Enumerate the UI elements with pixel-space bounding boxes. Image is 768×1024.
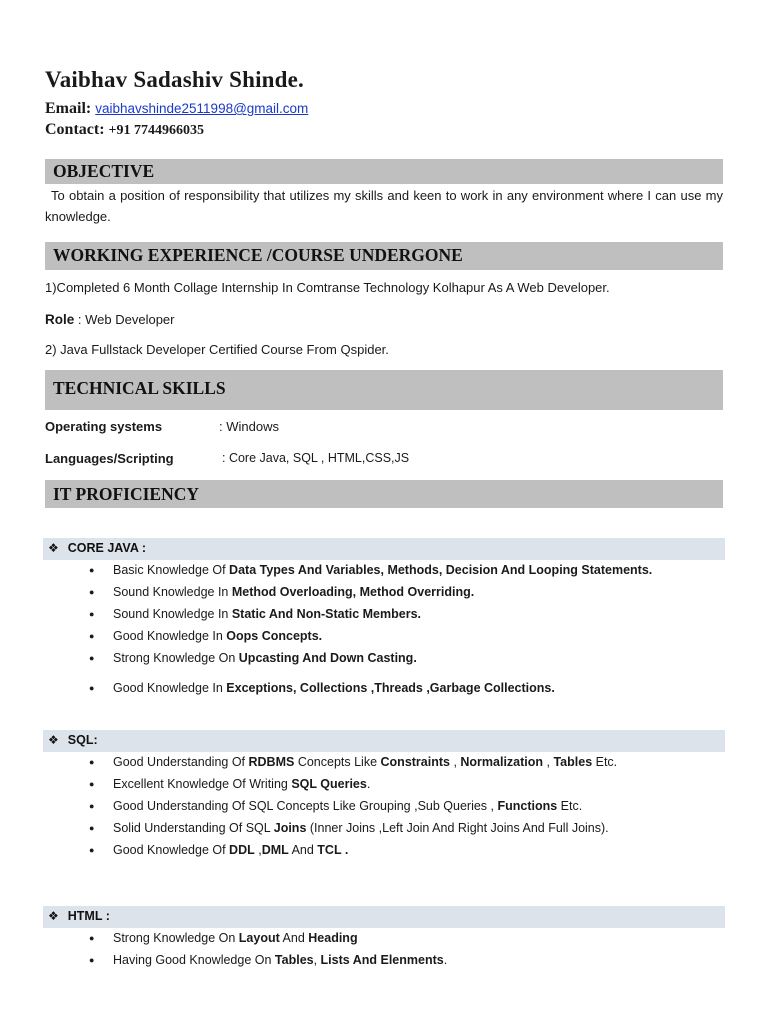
email-label: Email: <box>45 100 92 117</box>
objective-section-header <box>45 159 723 184</box>
contact-line <box>45 121 204 139</box>
list-item-text: Good Knowledge In <box>113 681 227 695</box>
list-item <box>88 677 728 699</box>
list-item-text: Method Overloading, Method Overriding. <box>231 585 475 599</box>
list-item <box>88 559 728 581</box>
html-subheader <box>43 906 725 928</box>
list-item-text: Basic Knowledge Of <box>113 563 230 577</box>
list-item <box>88 603 728 625</box>
list-item <box>88 647 728 669</box>
contact-label: Contact: <box>45 121 105 138</box>
experience-section-header <box>45 242 723 270</box>
list-item <box>88 949 728 971</box>
list-item-text: , <box>543 755 554 769</box>
list-item-text: Tables <box>553 755 593 769</box>
list-item-text: . <box>443 953 448 967</box>
list-item-text: RDBMS <box>248 755 295 769</box>
html-list <box>88 927 728 971</box>
list-item-text: Good Understanding Of SQL Concepts Like Grouping ,Sub Queries , <box>113 799 498 813</box>
core-java-subheader <box>43 538 725 560</box>
os-label: Operating systems <box>45 419 163 434</box>
contact-number: +91 7744966035 <box>108 123 205 138</box>
list-item-text: Oops Concepts. <box>226 629 323 643</box>
list-item-text: Strong Knowledge On <box>113 931 239 945</box>
list-item-text: Sound Knowledge In <box>113 607 232 621</box>
list-item-text: Good Knowledge Of <box>113 843 230 857</box>
email-line <box>45 100 308 118</box>
list-item-text: Strong Knowledge On <box>113 651 239 665</box>
list-item-text: Functions <box>497 799 558 813</box>
core-java-list <box>88 559 728 699</box>
list-item-text: Data Types And Variables, Methods, Decision And Looping Statements. <box>229 563 653 577</box>
list-item-text: . <box>366 777 371 791</box>
html-heading <box>48 909 110 923</box>
list-item-text: Exceptions, Collections ,Threads ,Garbage Collections. <box>226 681 555 695</box>
core-java-heading <box>48 541 146 555</box>
technical-skills-title: TECHNICAL SKILLS <box>53 378 226 398</box>
experience-item-1: 1)Completed 6 Month Collage Internship In Comtranse Technology Kolhapur As A Web Developer. <box>45 280 610 295</box>
list-item-text: Having Good Knowledge On <box>113 953 275 967</box>
sql-heading <box>48 733 98 747</box>
list-item <box>88 795 728 817</box>
list-item-text: Sound Knowledge In <box>113 585 232 599</box>
role-label: Role <box>45 312 75 327</box>
html-title: HTML : <box>67 909 110 923</box>
languages-label: Languages/Scripting <box>45 451 174 466</box>
list-item-text: Static And Non-Static Members. <box>231 607 421 621</box>
list-item-text: Excellent Knowledge Of Writing <box>113 777 292 791</box>
list-item <box>88 625 728 647</box>
list-item-text: Heading <box>308 931 358 945</box>
list-item-text: , <box>313 953 321 967</box>
list-item-text: Layout <box>238 931 280 945</box>
list-item <box>88 927 728 949</box>
list-item-text: Constraints <box>380 755 450 769</box>
languages-row <box>0 451 768 471</box>
resume-name: Vaibhav Sadashiv Shinde. <box>45 67 305 92</box>
objective-title: OBJECTIVE <box>53 161 155 181</box>
list-item-text: DDL <box>229 843 255 857</box>
sql-title: SQL: <box>67 733 98 747</box>
objective-text: To obtain a position of responsibility that utilizes my skills and keen to work in any environment where I can use my knowledge. <box>45 188 723 224</box>
list-item <box>88 581 728 603</box>
list-item-text: Normalization <box>460 755 544 769</box>
sql-subheader <box>43 730 725 752</box>
list-item-text: And <box>288 843 318 857</box>
it-proficiency-section-header <box>45 480 723 508</box>
list-item-text: Tables <box>274 953 314 967</box>
list-item-text: (Inner Joins ,Left Join And Right Joins And Full Joins). <box>306 821 609 835</box>
languages-value: : Core Java, SQL , HTML,CSS,JS <box>222 451 410 465</box>
list-item-text: Joins <box>273 821 307 835</box>
list-item-text: Etc. <box>557 799 583 813</box>
technical-skills-section-header <box>45 370 723 410</box>
list-item <box>88 751 728 773</box>
list-item <box>88 839 728 861</box>
list-item-text: Concepts Like <box>294 755 381 769</box>
list-item-text: Etc. <box>592 755 618 769</box>
list-item-text: Lists And Elenments <box>320 953 444 967</box>
diamond-bullet-icon: ❖ <box>48 733 59 747</box>
it-proficiency-title: IT PROFICIENCY <box>53 484 200 504</box>
list-item-text: Good Knowledge In <box>113 629 227 643</box>
list-item-text: TCL . <box>317 843 349 857</box>
list-item-text: , <box>449 755 461 769</box>
diamond-bullet-icon: ❖ <box>48 541 59 555</box>
role-line <box>45 312 174 327</box>
list-item-text: Upcasting And Down Casting. <box>238 651 417 665</box>
list-item-text: Good Understanding Of <box>113 755 249 769</box>
list-item-text: And <box>279 931 309 945</box>
experience-title: WORKING EXPERIENCE /COURSE UNDERGONE <box>53 245 463 265</box>
diamond-bullet-icon: ❖ <box>48 909 59 923</box>
operating-systems-row <box>0 419 768 439</box>
experience-item-2: 2) Java Fullstack Developer Certified Course From Qspider. <box>45 342 389 357</box>
list-item <box>88 773 728 795</box>
list-item-text: DML <box>261 843 289 857</box>
list-item-text: , <box>254 843 262 857</box>
os-value: : Windows <box>219 419 279 434</box>
list-item <box>88 817 728 839</box>
role-value: : Web Developer <box>77 312 175 327</box>
list-item-text: Solid Understanding Of SQL <box>113 821 274 835</box>
core-java-title: CORE JAVA : <box>67 541 147 555</box>
list-item-text: SQL Queries <box>291 777 367 791</box>
sql-list <box>88 751 728 861</box>
email-link[interactable]: vaibhavshinde2511998@gmail.com <box>95 101 309 116</box>
